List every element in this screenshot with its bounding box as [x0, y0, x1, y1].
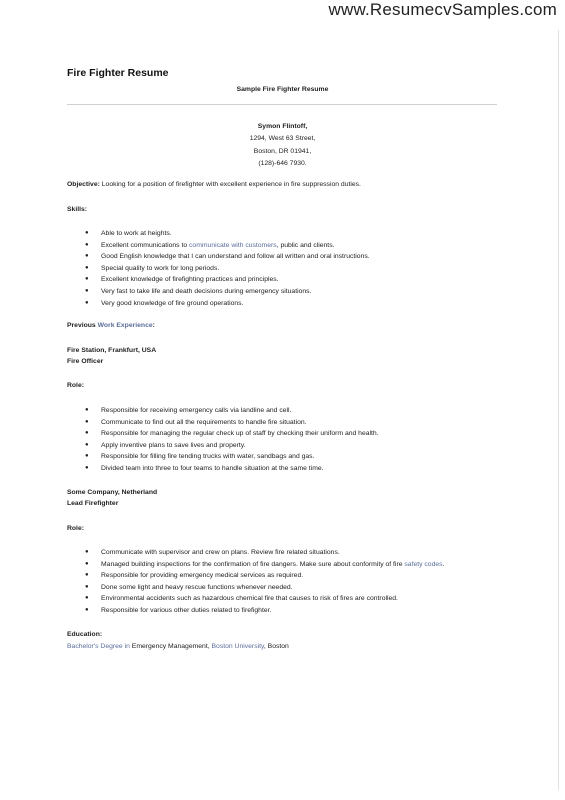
bullet-icon: ●	[85, 430, 89, 437]
job-2-role-item	[85, 582, 444, 594]
bullet-icon: ●	[85, 583, 89, 590]
skills-list	[85, 228, 370, 309]
skill-item-link[interactable]: communicate with customers	[189, 241, 277, 249]
skill-item-text: Excellent communications to	[101, 241, 190, 249]
candidate-name: Symon Flintoff,	[257, 123, 308, 130]
job-1-role-item-text: Communicate to find out all the requirements to handle fire situation.	[101, 418, 307, 426]
education-field: Emergency Management	[131, 643, 208, 650]
job-2-company: Some Company, Netherland	[67, 489, 158, 496]
skill-item-text: Excellent knowledge of firefighting practices and principles.	[101, 276, 279, 284]
job-2-role-item-text: Managed building inspections for the confirmation of fire dangers. Make sure about conformity of fire	[101, 560, 405, 568]
bullet-icon: ●	[85, 253, 89, 260]
job-1-company: Fire Station, Frankfurt, USA	[67, 347, 157, 354]
job-2-role-item	[85, 593, 444, 605]
job-1-role-item-text: Divided team into three to four teams to handle situation at the same time.	[101, 464, 324, 472]
school-link[interactable]: Boston University	[211, 643, 264, 650]
skill-item-text: Very good knowledge of fire ground operations.	[101, 299, 244, 307]
job-1-role-item-text: Responsible for managing the regular check up of staff by checking their uniform and health.	[101, 430, 379, 438]
experience-label-pre: Previous	[67, 322, 98, 329]
job-2-role-item	[85, 570, 444, 582]
job-2-role-heading: Role:	[67, 525, 84, 532]
document-subtitle: Sample Fire Fighter Resume	[236, 86, 329, 93]
job-1-role-heading: Role:	[67, 382, 84, 389]
job-2-role-item-text-end: .	[442, 560, 445, 568]
job-2-role-item-text: Responsible for providing emergency medical services as required.	[101, 572, 304, 580]
education-location: , Boston	[263, 643, 289, 650]
bullet-icon: ●	[85, 464, 89, 471]
job-1-role-list	[85, 405, 379, 475]
skill-item-text: Special quality to work for long periods.	[101, 264, 220, 272]
bullet-icon: ●	[85, 606, 89, 613]
contact-city: Boston, DR 01941,	[253, 147, 312, 155]
bullet-icon: ●	[85, 241, 89, 248]
job-1-role-item	[85, 440, 379, 452]
skill-item	[85, 263, 370, 275]
job-2-role-item-link[interactable]: safety codes	[404, 560, 443, 568]
bullet-icon: ●	[85, 441, 89, 448]
bullet-icon: ●	[85, 230, 89, 236]
job-1-position: Fire Officer	[67, 358, 104, 365]
job-2-position: Lead Firefighter	[67, 500, 119, 507]
contact-phone: (128)-646 7930.	[258, 159, 307, 167]
skill-item	[85, 251, 370, 263]
skill-item	[85, 274, 370, 286]
education-sep: ,	[207, 643, 212, 650]
bullet-icon: ●	[85, 572, 89, 579]
job-2-role-item	[85, 547, 444, 559]
education-line	[67, 643, 289, 650]
job-1-role-item-text: Responsible for receiving emergency calls via landline and cell.	[101, 407, 292, 414]
degree-link[interactable]: Bachelor's Degree in	[67, 643, 132, 650]
bullet-icon: ●	[85, 264, 89, 271]
objective-line	[67, 181, 361, 188]
experience-heading	[67, 322, 155, 329]
skill-item-text: Good English knowledge that I can understand and follow all written and oral instructions.	[101, 253, 370, 261]
contact-block	[0, 121, 565, 170]
skill-item-text: Able to work at heights.	[101, 230, 172, 237]
skill-item-text-end: , public and clients.	[276, 241, 335, 249]
objective-label: Objective:	[67, 181, 100, 188]
skills-heading: Skills:	[67, 206, 88, 213]
document-title: Fire Fighter Resume	[67, 67, 169, 79]
job-2-role-item-text: Responsible for various other duties related to firefighter.	[101, 606, 272, 614]
bullet-icon: ●	[85, 595, 89, 602]
site-watermark: www.ResumecvSamples.com	[328, 0, 557, 19]
job-1-role-item	[85, 463, 379, 475]
bullet-icon: ●	[85, 407, 89, 413]
skill-item	[85, 228, 370, 240]
skill-item-text: Very fast to take life and death decisions during emergency situations.	[101, 287, 312, 295]
skill-item	[85, 286, 370, 298]
skill-item	[85, 298, 370, 310]
bullet-icon: ●	[85, 418, 89, 425]
job-1-role-item	[85, 428, 379, 440]
job-1-role-item-text: Responsible for filling fire tending trucks with water, sandbags and gas.	[101, 453, 315, 461]
job-1-role-item	[85, 417, 379, 429]
job-2-role-item-text: Environmental accidents such as hazardous chemical fire that causes to risk of fires are controlled.	[101, 595, 398, 603]
work-experience-link[interactable]: Work Experience	[97, 322, 153, 329]
job-2-role-item	[85, 559, 444, 571]
job-2-role-item	[85, 605, 444, 617]
experience-label-post: :	[152, 322, 155, 329]
title-divider	[67, 104, 497, 105]
bullet-icon: ●	[85, 549, 89, 555]
bullet-icon: ●	[85, 453, 89, 460]
bullet-icon: ●	[85, 560, 89, 567]
bullet-icon: ●	[85, 287, 89, 294]
contact-address: 1294, West 63 Street,	[249, 135, 316, 143]
job-1-role-item	[85, 451, 379, 463]
objective-text: Looking for a position of firefighter with excellent experience in fire suppression duties.	[99, 181, 361, 188]
job-1-role-item-text: Apply inventive plans to save lives and property.	[101, 441, 246, 449]
job-2-role-item-text: Done some light and heavy rescue functions whenever needed.	[101, 583, 293, 591]
job-1-role-item	[85, 405, 379, 417]
education-heading: Education:	[67, 631, 103, 638]
skill-item	[85, 240, 370, 252]
job-2-role-list	[85, 547, 444, 617]
job-2-role-item-text: Communicate with supervisor and crew on plans. Review fire related situations.	[101, 549, 340, 556]
bullet-icon: ●	[85, 299, 89, 306]
bullet-icon: ●	[85, 276, 89, 283]
